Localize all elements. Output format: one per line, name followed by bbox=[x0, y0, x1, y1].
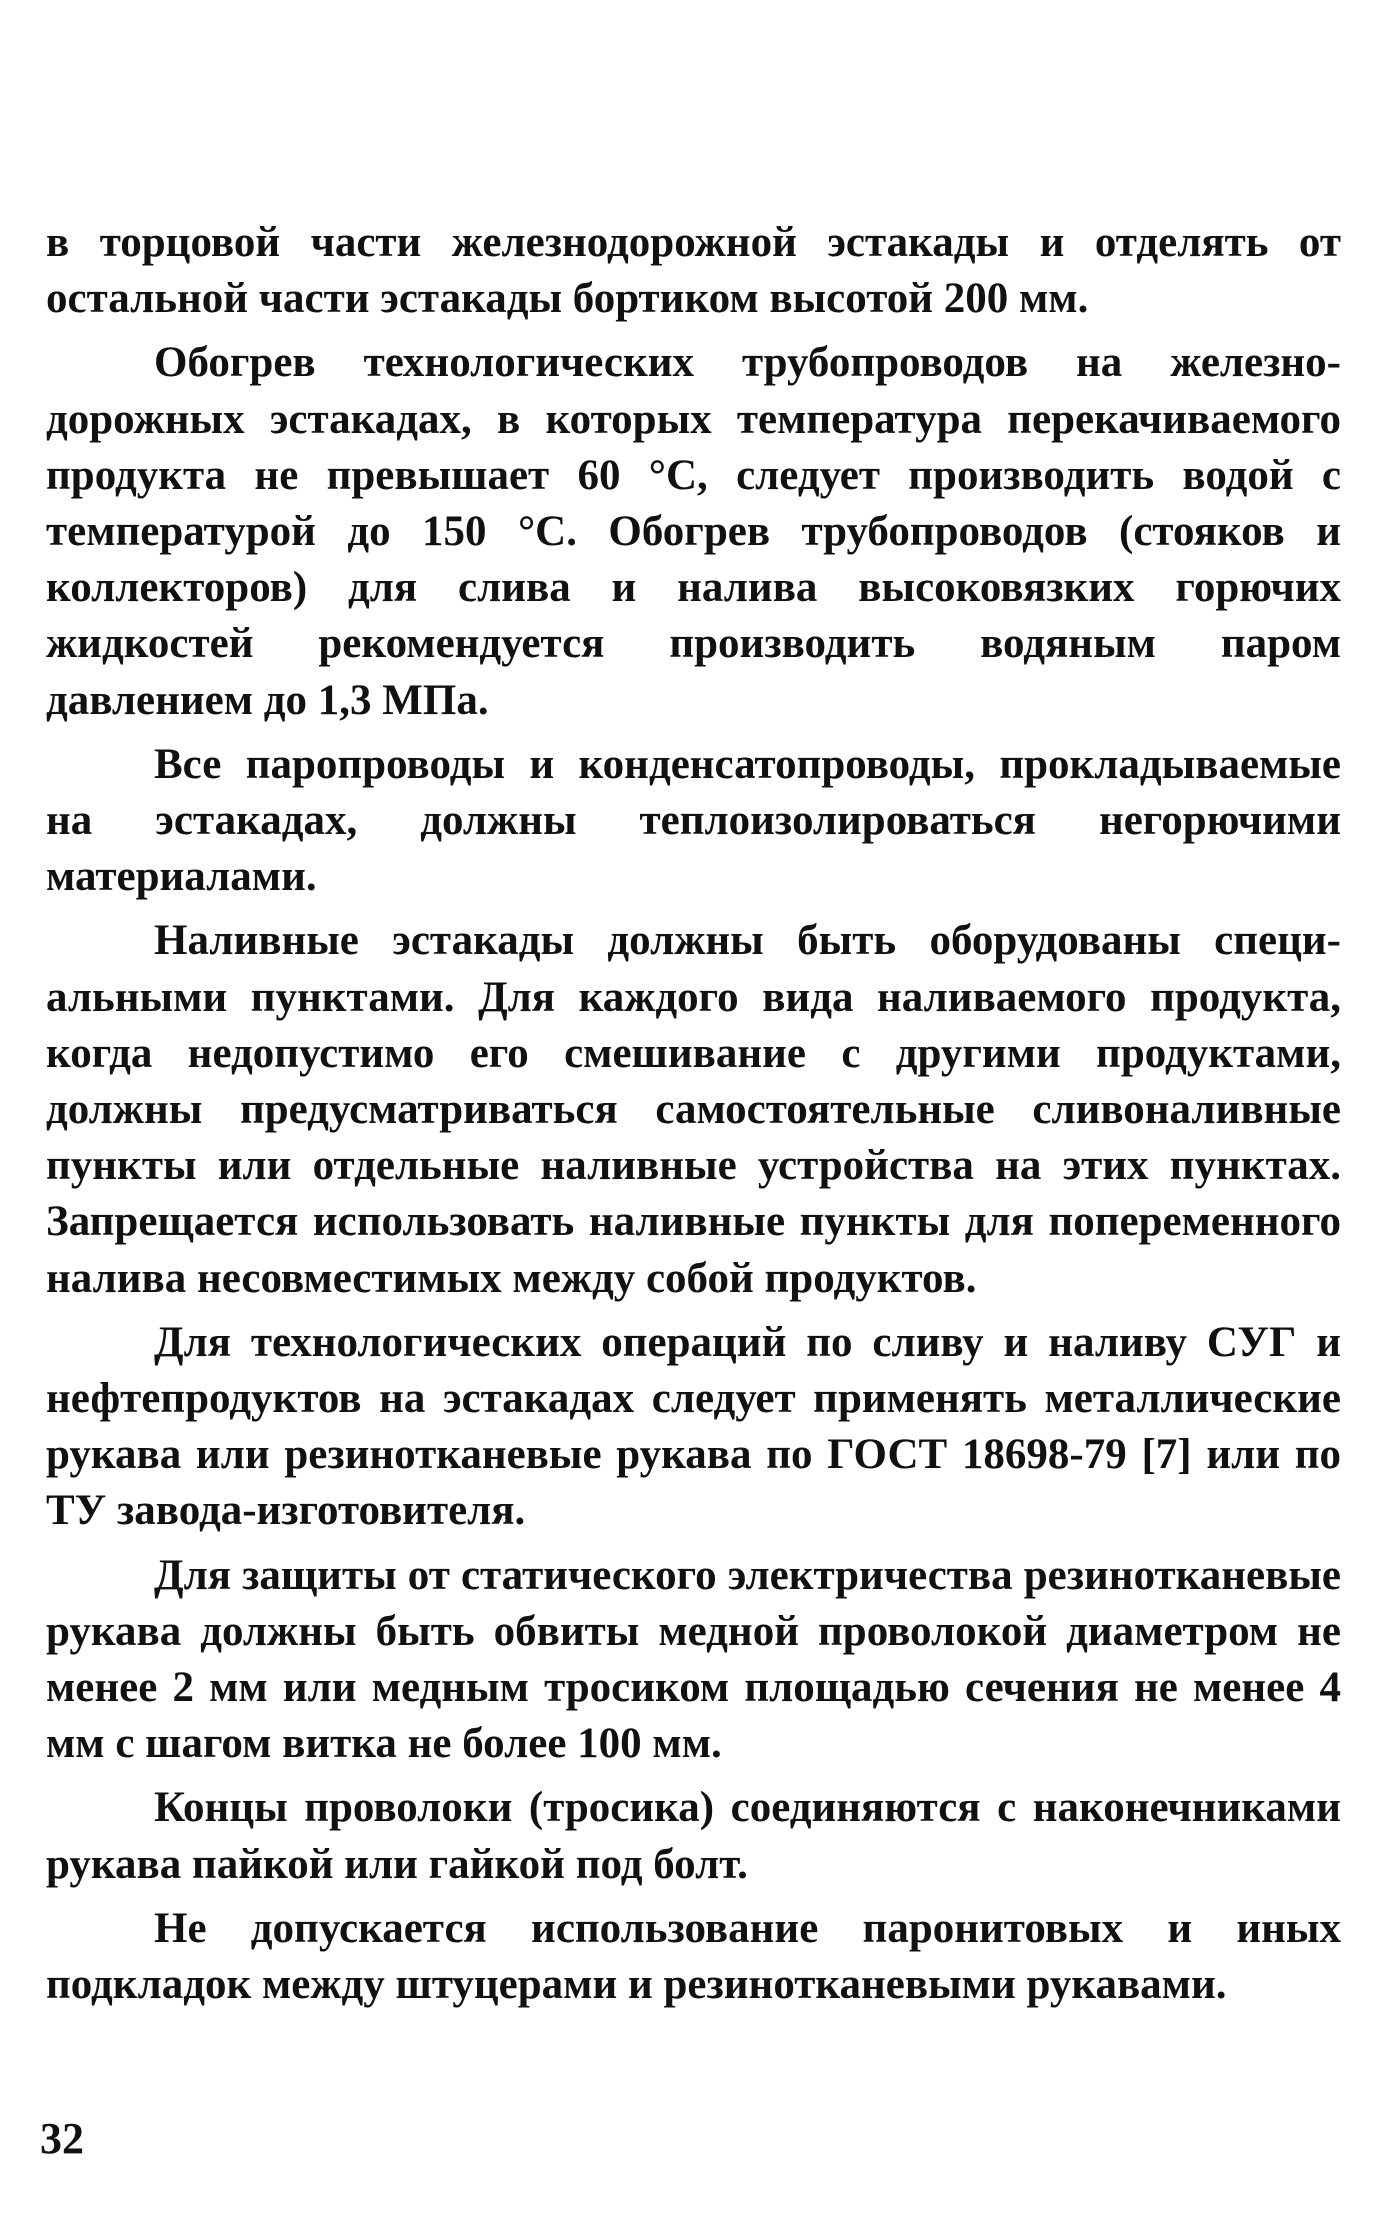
paragraph-gaskets: Не допускается использование паронитовых и иных подкладок между штуцерами и резинотканевыми рукавами. bbox=[46, 1904, 1341, 2009]
page-number: 32 bbox=[40, 2114, 84, 2163]
paragraph-wire-ends: Концы проволоки (тросика) соединяются с наконечниками рукава пайкой или гайкой под болт. bbox=[46, 1784, 1341, 1888]
body-text bbox=[46, 215, 1341, 2013]
paragraph-steam-pipes: Все паропроводы и конденсатопроводы, прокладываемые на эстакадах, должны теплоизолироваться негорючими материалами. bbox=[46, 740, 1341, 901]
paragraph-continuation: в торцовой части железнодорожной эстакады и отделять от остальной части эстакады бортиком высотой 200 мм. bbox=[46, 219, 1341, 323]
paragraph-heating: Обогрев технологических трубопроводов на железнодорожных эстакадах, в которых температура перекачиваемого продукта не превышает 60 °С, следует производить водой с температурой до 150 °С. Обогрев трубопроводов (стояков и коллекторов) для слива и налива высоковязких горючих жидкостей рекомендуется производить водяным паром давлением до 1,3 МПа. bbox=[46, 339, 1341, 724]
paragraph-loading-points: Наливные эстакады должны быть оборудованы специальными пунктами. Для каждого вида наливаемого продукта, когда недопустимо его смешивание с другими продуктами, должны предусматриваться самостоятельные сливоналивные пункты или отдельные наливные устройства на этих пунктах. Запрещается использовать наливные пункты для попеременного налива несовместимых между собой продуктов. bbox=[46, 917, 1341, 1302]
paragraph-hoses: Для технологических операций по сливу и наливу СУГ и нефтепродуктов на эстакадах следует применять металлические рукава или резинотканевые рукава по ГОСТ 18698-79 [7] или по ТУ завода-изготовителя. bbox=[46, 1318, 1341, 1535]
paragraph-static-protection: Для защиты от статического электричества резинотканевые рукава должны быть обвиты медной проволокой диаметром не менее 2 мм или медным тросиком площадью сечения не менее 4 мм с шагом витка не более 100 мм. bbox=[46, 1551, 1341, 1768]
